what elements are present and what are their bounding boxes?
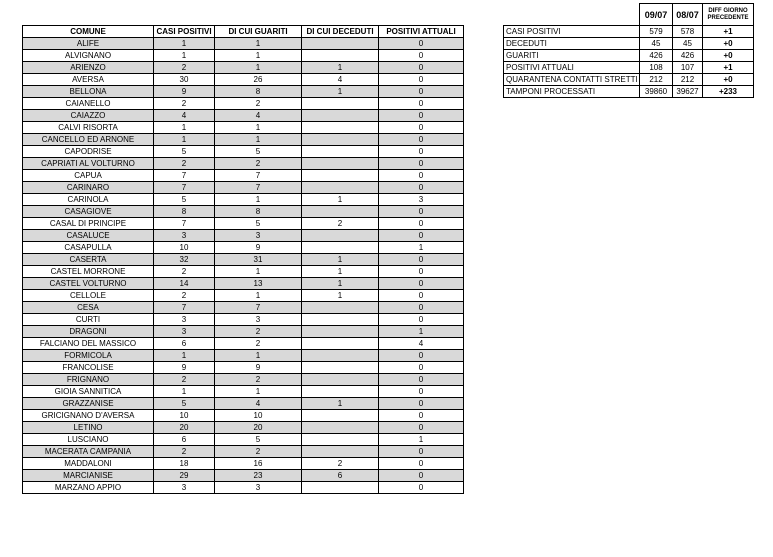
comune-cell: ALIFE	[23, 38, 154, 50]
deceduti-cell: 1	[302, 254, 379, 266]
table-row	[23, 386, 464, 398]
summary-header-blank	[504, 4, 640, 26]
summary-diff: +0	[703, 50, 754, 62]
header-positivi-attuali: POSITIVI ATTUALI	[379, 26, 464, 38]
casi-positivi-cell: 29	[154, 470, 215, 482]
summary-header-date-1: 09/07	[640, 4, 673, 26]
summary-header-diff: DIFF GIORNO PRECEDENTE	[703, 4, 754, 26]
table-row	[23, 242, 464, 254]
deceduti-cell: 1	[302, 398, 379, 410]
summary-value-1: 212	[640, 74, 673, 86]
summary-row	[504, 50, 754, 62]
deceduti-cell	[302, 146, 379, 158]
casi-positivi-cell: 2	[154, 290, 215, 302]
casi-positivi-cell: 32	[154, 254, 215, 266]
summary-label: TAMPONI PROCESSATI	[504, 86, 640, 98]
comune-cell: MADDALONI	[23, 458, 154, 470]
positivi-attuali-cell: 0	[379, 254, 464, 266]
comune-cell: MARZANO APPIO	[23, 482, 154, 494]
guariti-cell: 4	[215, 110, 302, 122]
casi-positivi-cell: 2	[154, 98, 215, 110]
comune-cell: CASAL DI PRINCIPE	[23, 218, 154, 230]
guariti-cell: 31	[215, 254, 302, 266]
comune-cell: LETINO	[23, 422, 154, 434]
positivi-attuali-cell: 0	[379, 290, 464, 302]
comune-cell: CASAPULLA	[23, 242, 154, 254]
positivi-attuali-cell: 0	[379, 122, 464, 134]
table-row	[23, 158, 464, 170]
guariti-cell: 7	[215, 182, 302, 194]
summary-diff: +1	[703, 26, 754, 38]
guariti-cell: 2	[215, 326, 302, 338]
deceduti-cell: 4	[302, 74, 379, 86]
comune-cell: MACERATA CAMPANIA	[23, 446, 154, 458]
deceduti-cell	[302, 302, 379, 314]
comune-cell: CASAGIOVE	[23, 206, 154, 218]
comune-cell: CALVI RISORTA	[23, 122, 154, 134]
casi-positivi-cell: 2	[154, 62, 215, 74]
guariti-cell: 1	[215, 350, 302, 362]
guariti-cell: 1	[215, 38, 302, 50]
positivi-attuali-cell: 0	[379, 110, 464, 122]
summary-diff: +233	[703, 86, 754, 98]
guariti-cell: 4	[215, 398, 302, 410]
casi-positivi-cell: 6	[154, 434, 215, 446]
summary-value-1: 426	[640, 50, 673, 62]
deceduti-cell	[302, 386, 379, 398]
summary-row	[504, 74, 754, 86]
comune-cell: CAIAZZO	[23, 110, 154, 122]
table-row	[23, 290, 464, 302]
header-deceduti: DI CUI DECEDUTI	[302, 26, 379, 38]
guariti-cell: 2	[215, 98, 302, 110]
table-row	[23, 302, 464, 314]
guariti-cell: 3	[215, 230, 302, 242]
summary-diff: +1	[703, 62, 754, 74]
guariti-cell: 2	[215, 446, 302, 458]
casi-positivi-cell: 30	[154, 74, 215, 86]
comune-cell: DRAGONI	[23, 326, 154, 338]
table-row	[23, 266, 464, 278]
positivi-attuali-cell: 0	[379, 458, 464, 470]
header-guariti: DI CUI GUARITI	[215, 26, 302, 38]
deceduti-cell	[302, 182, 379, 194]
deceduti-cell	[302, 422, 379, 434]
casi-positivi-cell: 10	[154, 410, 215, 422]
guariti-cell: 5	[215, 146, 302, 158]
comune-cell: CURTI	[23, 314, 154, 326]
casi-positivi-cell: 1	[154, 50, 215, 62]
table-row	[23, 470, 464, 482]
casi-positivi-cell: 7	[154, 170, 215, 182]
comune-cell: CAIANELLO	[23, 98, 154, 110]
deceduti-cell	[302, 362, 379, 374]
positivi-attuali-cell: 0	[379, 218, 464, 230]
casi-positivi-cell: 3	[154, 230, 215, 242]
comune-cell: CASTEL VOLTURNO	[23, 278, 154, 290]
table-row	[23, 278, 464, 290]
comune-cell: LUSCIANO	[23, 434, 154, 446]
guariti-cell: 23	[215, 470, 302, 482]
guariti-cell: 5	[215, 218, 302, 230]
guariti-cell: 20	[215, 422, 302, 434]
guariti-cell: 3	[215, 314, 302, 326]
positivi-attuali-cell: 0	[379, 146, 464, 158]
guariti-cell: 1	[215, 266, 302, 278]
deceduti-cell: 2	[302, 218, 379, 230]
deceduti-cell	[302, 374, 379, 386]
casi-positivi-cell: 18	[154, 458, 215, 470]
casi-positivi-cell: 4	[154, 110, 215, 122]
positivi-attuali-cell: 0	[379, 350, 464, 362]
deceduti-cell	[302, 110, 379, 122]
casi-positivi-cell: 7	[154, 218, 215, 230]
summary-value-2: 39627	[673, 86, 703, 98]
casi-positivi-cell: 3	[154, 326, 215, 338]
deceduti-cell	[302, 206, 379, 218]
table-row	[23, 146, 464, 158]
table-row	[23, 206, 464, 218]
summary-value-1: 45	[640, 38, 673, 50]
deceduti-cell	[302, 134, 379, 146]
deceduti-cell	[302, 242, 379, 254]
guariti-cell: 2	[215, 158, 302, 170]
summary-row	[504, 26, 754, 38]
positivi-attuali-cell: 0	[379, 50, 464, 62]
comune-cell: GIOIA SANNITICA	[23, 386, 154, 398]
positivi-attuali-cell: 0	[379, 314, 464, 326]
deceduti-cell: 1	[302, 194, 379, 206]
summary-label: POSITIVI ATTUALI	[504, 62, 640, 74]
positivi-attuali-cell: 0	[379, 182, 464, 194]
positivi-attuali-cell: 0	[379, 398, 464, 410]
summary-table-header	[504, 4, 754, 26]
casi-positivi-cell: 1	[154, 38, 215, 50]
guariti-cell: 2	[215, 374, 302, 386]
deceduti-cell	[302, 122, 379, 134]
deceduti-cell: 1	[302, 62, 379, 74]
guariti-cell: 9	[215, 242, 302, 254]
table-row	[23, 350, 464, 362]
table-row	[23, 446, 464, 458]
main-table-header	[23, 26, 464, 38]
comune-cell: FORMICOLA	[23, 350, 154, 362]
positivi-attuali-cell: 0	[379, 158, 464, 170]
table-row	[23, 74, 464, 86]
positivi-attuali-cell: 0	[379, 302, 464, 314]
summary-diff: +0	[703, 38, 754, 50]
deceduti-cell: 1	[302, 86, 379, 98]
deceduti-cell	[302, 170, 379, 182]
deceduti-cell	[302, 230, 379, 242]
deceduti-cell	[302, 482, 379, 494]
deceduti-cell	[302, 98, 379, 110]
deceduti-cell: 2	[302, 458, 379, 470]
guariti-cell: 1	[215, 290, 302, 302]
table-row	[23, 254, 464, 266]
positivi-attuali-cell: 0	[379, 98, 464, 110]
table-row	[23, 38, 464, 50]
comune-cell: CASERTA	[23, 254, 154, 266]
casi-positivi-cell: 1	[154, 122, 215, 134]
casi-positivi-cell: 14	[154, 278, 215, 290]
table-row	[23, 218, 464, 230]
guariti-cell: 1	[215, 122, 302, 134]
table-row	[23, 122, 464, 134]
table-row	[23, 338, 464, 350]
positivi-attuali-cell: 0	[379, 38, 464, 50]
positivi-attuali-cell: 0	[379, 422, 464, 434]
guariti-cell: 1	[215, 50, 302, 62]
table-row	[23, 170, 464, 182]
positivi-attuali-cell: 1	[379, 242, 464, 254]
comune-cell: ALVIGNANO	[23, 50, 154, 62]
table-row	[23, 422, 464, 434]
table-row	[23, 458, 464, 470]
positivi-attuali-cell: 1	[379, 326, 464, 338]
summary-value-1: 39860	[640, 86, 673, 98]
positivi-attuali-cell: 0	[379, 374, 464, 386]
comune-cell: CARINARO	[23, 182, 154, 194]
guariti-cell: 8	[215, 86, 302, 98]
positivi-attuali-cell: 0	[379, 170, 464, 182]
positivi-attuali-cell: 0	[379, 386, 464, 398]
casi-positivi-cell: 10	[154, 242, 215, 254]
casi-positivi-cell: 6	[154, 338, 215, 350]
casi-positivi-cell: 7	[154, 302, 215, 314]
summary-table	[503, 3, 754, 98]
deceduti-cell	[302, 38, 379, 50]
positivi-attuali-cell: 0	[379, 134, 464, 146]
guariti-cell: 16	[215, 458, 302, 470]
positivi-attuali-cell: 0	[379, 446, 464, 458]
summary-diff: +0	[703, 74, 754, 86]
summary-row	[504, 86, 754, 98]
guariti-cell: 1	[215, 386, 302, 398]
positivi-attuali-cell: 0	[379, 266, 464, 278]
table-row	[23, 314, 464, 326]
table-row	[23, 86, 464, 98]
summary-value-2: 212	[673, 74, 703, 86]
casi-positivi-cell: 5	[154, 398, 215, 410]
positivi-attuali-cell: 0	[379, 470, 464, 482]
summary-value-2: 578	[673, 26, 703, 38]
casi-positivi-cell: 3	[154, 314, 215, 326]
deceduti-cell	[302, 326, 379, 338]
casi-positivi-cell: 2	[154, 158, 215, 170]
positivi-attuali-cell: 0	[379, 482, 464, 494]
deceduti-cell: 1	[302, 290, 379, 302]
deceduti-cell: 1	[302, 266, 379, 278]
casi-positivi-cell: 8	[154, 206, 215, 218]
table-row	[23, 62, 464, 74]
municipality-table	[22, 25, 464, 494]
casi-positivi-cell: 5	[154, 194, 215, 206]
casi-positivi-cell: 1	[154, 386, 215, 398]
deceduti-cell	[302, 314, 379, 326]
guariti-cell: 1	[215, 194, 302, 206]
table-row	[23, 194, 464, 206]
deceduti-cell	[302, 446, 379, 458]
deceduti-cell	[302, 50, 379, 62]
deceduti-cell: 6	[302, 470, 379, 482]
table-row	[23, 182, 464, 194]
guariti-cell: 10	[215, 410, 302, 422]
deceduti-cell	[302, 338, 379, 350]
table-row	[23, 50, 464, 62]
casi-positivi-cell: 1	[154, 350, 215, 362]
guariti-cell: 8	[215, 206, 302, 218]
guariti-cell: 1	[215, 134, 302, 146]
table-row	[23, 482, 464, 494]
casi-positivi-cell: 5	[154, 146, 215, 158]
casi-positivi-cell: 20	[154, 422, 215, 434]
summary-row	[504, 38, 754, 50]
deceduti-cell	[302, 350, 379, 362]
comune-cell: FRANCOLISE	[23, 362, 154, 374]
summary-label: GUARITI	[504, 50, 640, 62]
comune-cell: ARIENZO	[23, 62, 154, 74]
positivi-attuali-cell: 3	[379, 194, 464, 206]
positivi-attuali-cell: 0	[379, 62, 464, 74]
header-comune: COMUNE	[23, 26, 154, 38]
summary-value-1: 108	[640, 62, 673, 74]
summary-header-date-2: 08/07	[673, 4, 703, 26]
casi-positivi-cell: 2	[154, 374, 215, 386]
guariti-cell: 2	[215, 338, 302, 350]
comune-cell: GRAZZANISE	[23, 398, 154, 410]
comune-cell: CAPUA	[23, 170, 154, 182]
comune-cell: FRIGNANO	[23, 374, 154, 386]
comune-cell: CAPODRISE	[23, 146, 154, 158]
casi-positivi-cell: 1	[154, 134, 215, 146]
table-row	[23, 398, 464, 410]
table-row	[23, 434, 464, 446]
guariti-cell: 26	[215, 74, 302, 86]
comune-cell: CANCELLO ED ARNONE	[23, 134, 154, 146]
summary-label: CASI POSITIVI	[504, 26, 640, 38]
comune-cell: MARCIANISE	[23, 470, 154, 482]
positivi-attuali-cell: 0	[379, 74, 464, 86]
positivi-attuali-cell: 0	[379, 362, 464, 374]
summary-label: DECEDUTI	[504, 38, 640, 50]
table-row	[23, 134, 464, 146]
guariti-cell: 3	[215, 482, 302, 494]
casi-positivi-cell: 3	[154, 482, 215, 494]
positivi-attuali-cell: 0	[379, 278, 464, 290]
casi-positivi-cell: 9	[154, 86, 215, 98]
positivi-attuali-cell: 0	[379, 410, 464, 422]
deceduti-cell	[302, 410, 379, 422]
summary-row	[504, 62, 754, 74]
guariti-cell: 5	[215, 434, 302, 446]
comune-cell: CELLOLE	[23, 290, 154, 302]
comune-cell: GRICIGNANO D'AVERSA	[23, 410, 154, 422]
table-row	[23, 362, 464, 374]
comune-cell: CESA	[23, 302, 154, 314]
summary-value-2: 45	[673, 38, 703, 50]
positivi-attuali-cell: 0	[379, 86, 464, 98]
deceduti-cell	[302, 434, 379, 446]
comune-cell: CARINOLA	[23, 194, 154, 206]
table-row	[23, 230, 464, 242]
guariti-cell: 7	[215, 302, 302, 314]
positivi-attuali-cell: 1	[379, 434, 464, 446]
summary-label: QUARANTENA CONTATTI STRETTI	[504, 74, 640, 86]
positivi-attuali-cell: 0	[379, 230, 464, 242]
comune-cell: AVERSA	[23, 74, 154, 86]
guariti-cell: 9	[215, 362, 302, 374]
comune-cell: BELLONA	[23, 86, 154, 98]
summary-value-1: 579	[640, 26, 673, 38]
guariti-cell: 13	[215, 278, 302, 290]
comune-cell: FALCIANO DEL MASSICO	[23, 338, 154, 350]
positivi-attuali-cell: 4	[379, 338, 464, 350]
positivi-attuali-cell: 0	[379, 206, 464, 218]
casi-positivi-cell: 2	[154, 446, 215, 458]
guariti-cell: 1	[215, 62, 302, 74]
guariti-cell: 7	[215, 170, 302, 182]
summary-value-2: 107	[673, 62, 703, 74]
header-casi-positivi: CASI POSITIVI	[154, 26, 215, 38]
casi-positivi-cell: 7	[154, 182, 215, 194]
table-row	[23, 410, 464, 422]
casi-positivi-cell: 9	[154, 362, 215, 374]
deceduti-cell: 1	[302, 278, 379, 290]
comune-cell: CASTEL MORRONE	[23, 266, 154, 278]
deceduti-cell	[302, 158, 379, 170]
casi-positivi-cell: 2	[154, 266, 215, 278]
comune-cell: CAPRIATI AL VOLTURNO	[23, 158, 154, 170]
table-row	[23, 98, 464, 110]
table-row	[23, 110, 464, 122]
table-row	[23, 326, 464, 338]
comune-cell: CASALUCE	[23, 230, 154, 242]
table-row	[23, 374, 464, 386]
summary-value-2: 426	[673, 50, 703, 62]
